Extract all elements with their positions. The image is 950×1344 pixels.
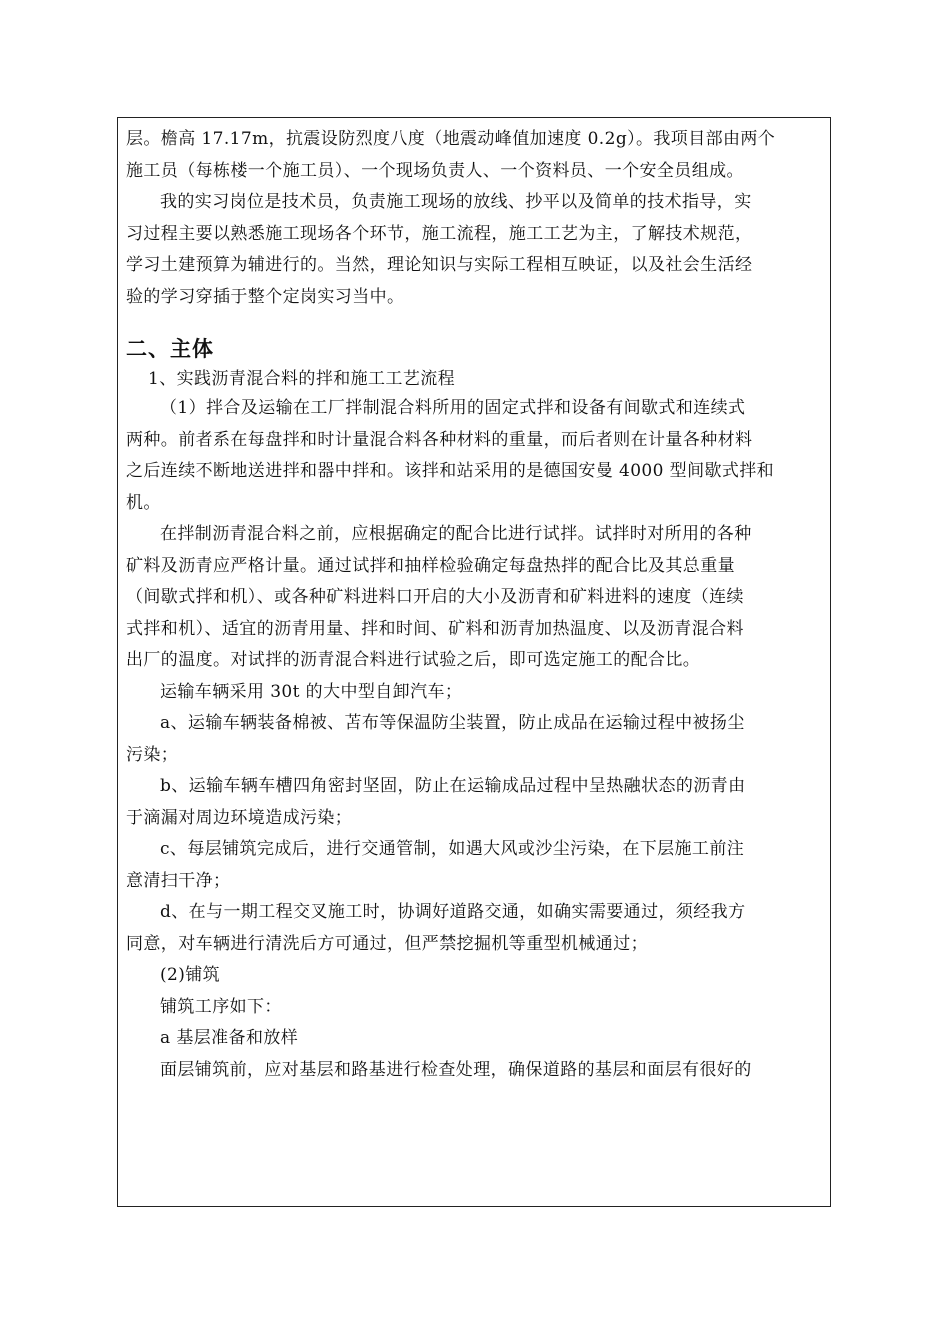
text-line: （1）拌合及运输在工厂拌制混合料所用的固定式拌和设备有间歇式和连续式 [160, 398, 746, 418]
text-line: 矿料及沥青应严格计量。通过试拌和抽样检验确定每盘热拌的配合比及其总重量 [126, 555, 735, 576]
sub-heading: 1、实践沥青混合料的拌和施工工艺流程 [148, 369, 456, 389]
text-line: 在拌制沥青混合料之前，应根据确定的配合比进行试拌。试拌时对所用的各种 [160, 524, 752, 544]
text-line: 学习土建预算为辅进行的。当然，理论知识与实际工程相互映证，以及社会生活经 [126, 255, 753, 275]
text-line: 习过程主要以熟悉施工现场各个环节，施工流程，施工工艺为主，了解技术规范， [126, 223, 753, 244]
text-line: 同意，对车辆进行清洗后方可通过，但严禁挖掘机等重型机械通过； [126, 933, 648, 954]
text-line: 两种。前者系在每盘拌和时计量混合料各种材料的重量，而后者则在计量各种材料 [126, 429, 753, 450]
text-line: 铺筑工序如下： [160, 996, 282, 1017]
text-line: 验的学习穿插于整个定岗实习当中。 [126, 286, 405, 307]
document-body [126, 124, 826, 1086]
text-line: 层。檐高 17.17m，抗震设防烈度八度（地震动峰值加速度 0.2g）。我项目部由两个 [126, 129, 776, 149]
text-line: 式拌和机）、适宜的沥青用量、拌和时间、矿料和沥青加热温度、以及沥青混合料 [126, 618, 744, 639]
text-line: b、运输车辆车槽四角密封坚固，防止在运输成品过程中呈热融状态的沥青由 [160, 776, 746, 796]
text-line: 我的实习岗位是技术员，负责施工现场的放线、抄平以及简单的技术指导，实 [160, 192, 752, 212]
text-line: 之后连续不断地送进拌和器中拌和。该拌和站采用的是德国安曼 4000 型间歇式拌和 [126, 461, 775, 481]
text-line: 机。 [126, 492, 161, 513]
text-line: 污染； [126, 744, 179, 765]
text-line: 运输车辆采用 30t 的大中型自卸汽车； [160, 681, 463, 702]
text-line: a 基层准备和放样 [160, 1028, 299, 1048]
text-line: （间歇式拌和机）、或各种矿料进料口开启的大小及沥青和矿料进料的速度（连续 [126, 587, 744, 607]
section-heading: 二、主体 [126, 337, 214, 361]
text-line: d、在与一期工程交叉施工时，协调好道路交通，如确实需要通过，须经我方 [160, 902, 746, 922]
text-line: (2)铺筑 [160, 965, 221, 985]
text-line: c、每层铺筑完成后，进行交通管制，如遇大风或沙尘污染，在下层施工前注 [160, 839, 745, 859]
text-line: 面层铺筑前，应对基层和路基进行检查处理，确保道路的基层和面层有很好的 [160, 1059, 752, 1080]
text-line: 意清扫干净； [126, 870, 231, 891]
text-line: 出厂的温度。对试拌的沥青混合料进行试验之后，即可选定施工的配合比。 [126, 650, 701, 670]
text-line: a、运输车辆装备棉被、苫布等保温防尘装置，防止成品在运输过程中被扬尘 [160, 713, 745, 733]
text-line: 于滴漏对周边环境造成污染； [126, 807, 353, 828]
text-line: 施工员（每栋楼一个施工员）、一个现场负责人、一个资料员、一个安全员组成。 [126, 160, 744, 181]
